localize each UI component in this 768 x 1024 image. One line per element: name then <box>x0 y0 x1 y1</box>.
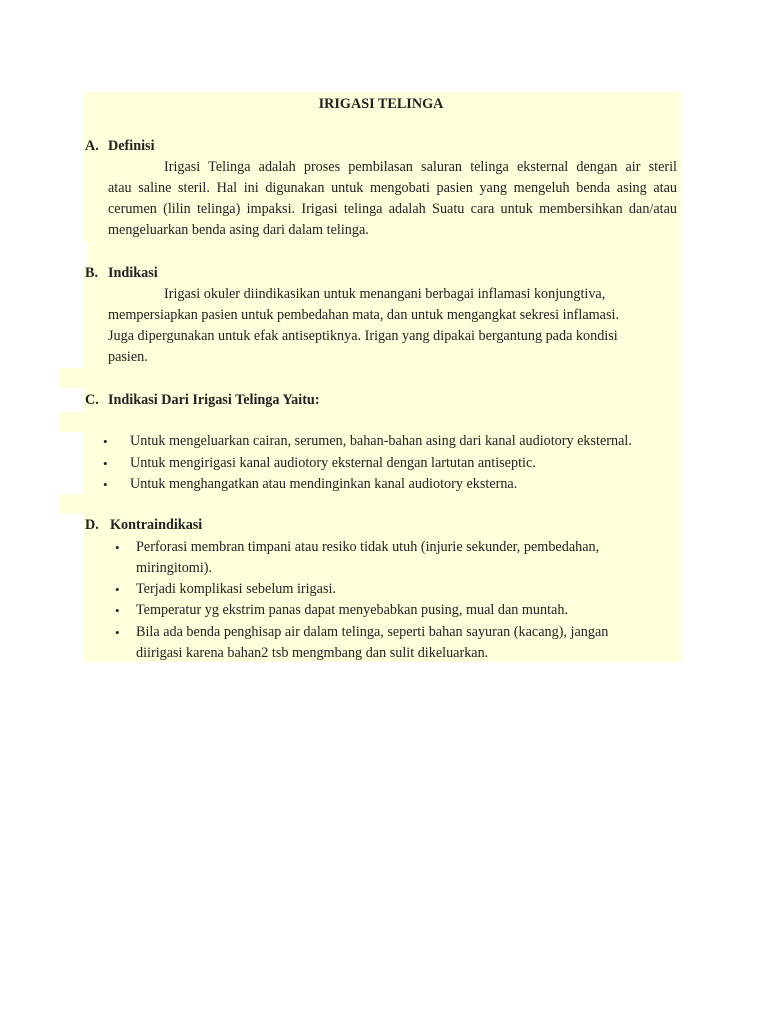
section-a-line: Irigasi Telinga adalah proses pembilasan saluran telinga eksternal dengan air steril <box>164 159 677 175</box>
highlight-block <box>60 412 681 432</box>
section-b-line: Juga dipergunakan untuk efak antiseptiknya. Irigan yang dipakai bergantung pada kondisi <box>108 328 618 344</box>
section-d-bullet-cont: diirigasi karena bahan2 tsb mengmbang dan sulit dikeluarkan. <box>136 645 489 661</box>
section-d-bullet: Bila ada benda penghisap air dalam telinga, seperti bahan sayuran (kacang), jangan <box>136 624 609 640</box>
section-a-line: atau saline steril. Hal ini digunakan untuk mengobati pasien yang mengeluh benda asing atau <box>108 180 677 196</box>
section-b-letter: B. <box>85 265 99 281</box>
section-c-bullet: Untuk mengeluarkan cairan, serumen, bahan-bahan asing dari kanal audiotory eksternal. <box>130 433 632 449</box>
section-c-heading: Indikasi Dari Irigasi Telinga Yaitu: <box>108 392 320 408</box>
bullet-icon: • <box>115 582 120 597</box>
section-c-letter: C. <box>85 392 99 408</box>
highlight-block <box>60 368 681 388</box>
section-b-line: Irigasi okuler diindikasikan untuk menangani berbagai inflamasi konjungtiva, <box>164 286 606 302</box>
section-d-bullet: Perforasi membran timpani atau resiko tidak utuh (injurie sekunder, pembedahan, <box>136 539 600 555</box>
section-d-bullet-cont: miringitomi). <box>136 560 213 576</box>
section-c-bullet: Untuk mengirigasi kanal audiotory eksternal dengan lartutan antiseptic. <box>130 455 536 471</box>
section-b-heading: Indikasi <box>108 265 158 281</box>
section-a-heading: Definisi <box>108 138 155 154</box>
section-b-line: mempersiapkan pasien untuk pembedahan mata, dan untuk mengangkat sekresi inflamasi. <box>108 307 619 323</box>
section-d-heading: Kontraindikasi <box>110 517 203 533</box>
section-a-line: cerumen (lilin telinga) impaksi. Irigasi telinga adalah Suatu cara untuk membersihkan dan/atau <box>108 201 677 217</box>
bullet-icon: • <box>115 540 120 555</box>
highlight-block <box>88 242 681 266</box>
page-title: IRIGASI TELINGA <box>318 96 444 112</box>
bullet-icon: • <box>115 625 120 640</box>
bullet-icon: • <box>103 477 108 492</box>
section-d-bullet: Terjadi komplikasi sebelum irigasi. <box>136 581 336 597</box>
section-d-letter: D. <box>85 517 99 533</box>
section-a-letter: A. <box>85 138 99 154</box>
highlight-block <box>60 494 681 514</box>
section-b-line: pasien. <box>108 349 148 365</box>
section-a-line: mengeluarkan benda asing dari dalam telinga. <box>108 222 369 238</box>
bullet-icon: • <box>115 603 120 618</box>
section-c-bullet: Untuk menghangatkan atau mendinginkan kanal audiotory eksterna. <box>130 476 518 492</box>
bullet-icon: • <box>103 434 108 449</box>
bullet-icon: • <box>103 456 108 471</box>
section-d-bullet: Temperatur yg ekstrim panas dapat menyebabkan pusing, mual dan muntah. <box>136 602 568 618</box>
